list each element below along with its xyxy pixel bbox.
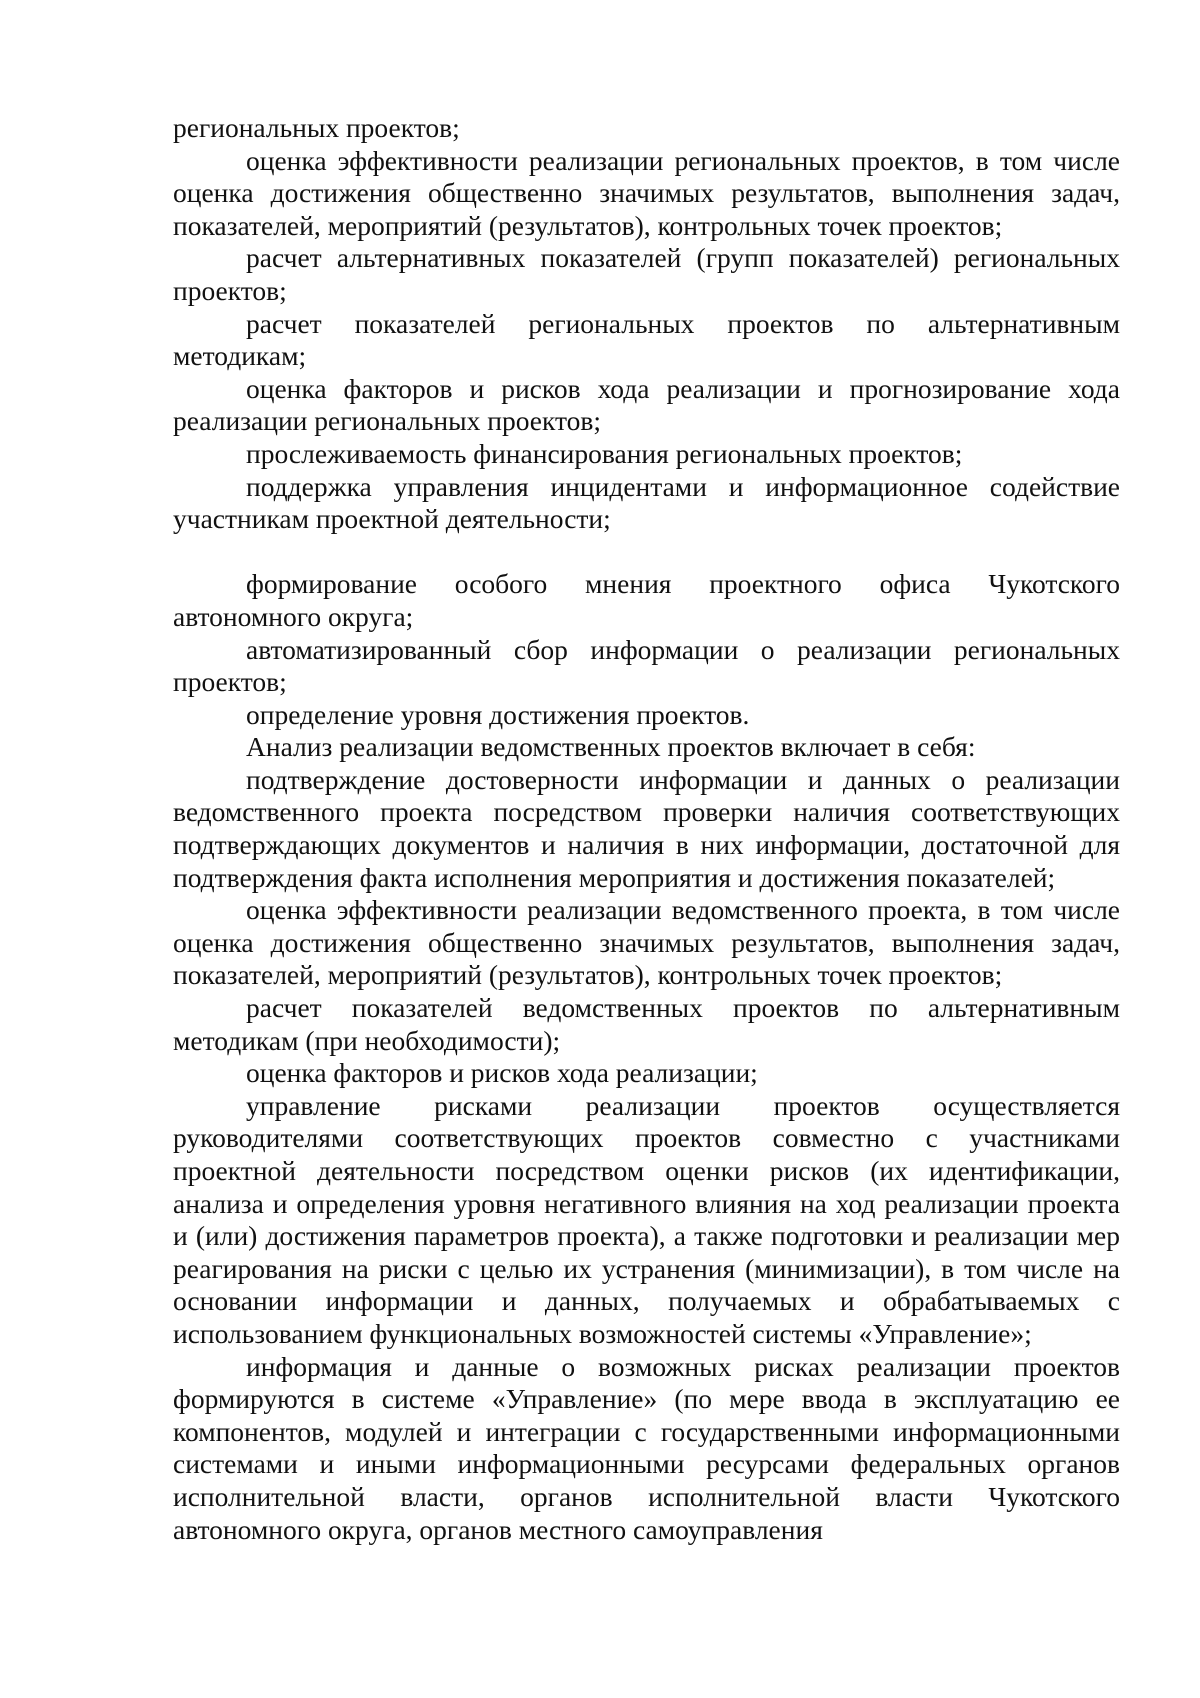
paragraph: оценка эффективности реализации региональных проектов, в том числе оценка достижения общественно значимых результатов, выполнения задач, показателей, мероприятий (результатов), контрольных точек проектов;: [173, 144, 1120, 241]
document-body: [173, 112, 1120, 1546]
paragraph: оценка факторов и рисков хода реализации и прогнозирование хода реализации региональных проектов;: [173, 372, 1120, 437]
paragraph: определение уровня достижения проектов.: [246, 698, 750, 730]
paragraph: оценка эффективности реализации ведомственного проекта, в том числе оценка достижения общественно значимых результатов, выполнения задач, показателей, мероприятий (результатов), контрольных точек проектов;: [173, 894, 1120, 991]
paragraph: формирование особого мнения проектного офиса Чукотского автономного округа;: [173, 568, 1120, 632]
paragraph: расчет показателей региональных проектов по альтернативным методикам;: [173, 307, 1120, 372]
paragraph: оценка факторов и рисков хода реализации;: [246, 1057, 758, 1089]
paragraph-continuation: региональных проектов;: [173, 112, 460, 143]
paragraph: прослеживаемость финансирования региональных проектов;: [246, 437, 963, 469]
paragraph: автоматизированный сбор информации о реализации региональных проектов;: [173, 633, 1120, 698]
paragraph: расчет альтернативных показателей (групп показателей) региональных проектов;: [173, 242, 1120, 306]
blank-line: [173, 536, 1120, 569]
paragraph: управление рисками реализации проектов осуществляется руководителями соответствующих проектов совместно с участниками проектной деятельности посредством оценки рисков (их идентификации, анализа и определения уровня негативного влияния на ход реализации проекта и (или) достижения параметров проекта), а также подготовки и реализации мер реагирования на риски с целью их устранения (минимизации), в том числе на основании информации и данных, получаемых и обрабатываемых с использованием функциональных возможностей системы «Управление»;: [173, 1089, 1120, 1349]
paragraph: Анализ реализации ведомственных проектов включает в себя:: [246, 731, 976, 763]
paragraph: расчет показателей ведомственных проектов по альтернативным методикам (при необходимости);: [173, 992, 1120, 1056]
paragraph: поддержка управления инцидентами и информационное содействие участникам проектной деятельности;: [173, 470, 1120, 535]
paragraph: подтверждение достоверности информации и данных о реализации ведомственного проекта посредством проверки наличия соответствующих подтверждающих документов и наличия в них информации, достаточной для подтверждения факта исполнения мероприятия и достижения показателей;: [173, 763, 1120, 893]
paragraph: информация и данные о возможных рисках реализации проектов формируются в системе «Управление» (по мере ввода в эксплуатацию ее компонентов, модулей и интеграции с государственными информационными системами и иными информационными ресурсами федеральных органов исполнительной власти, органов исполнительной власти Чукотского автономного округа, органов местного самоуправления: [173, 1350, 1120, 1545]
